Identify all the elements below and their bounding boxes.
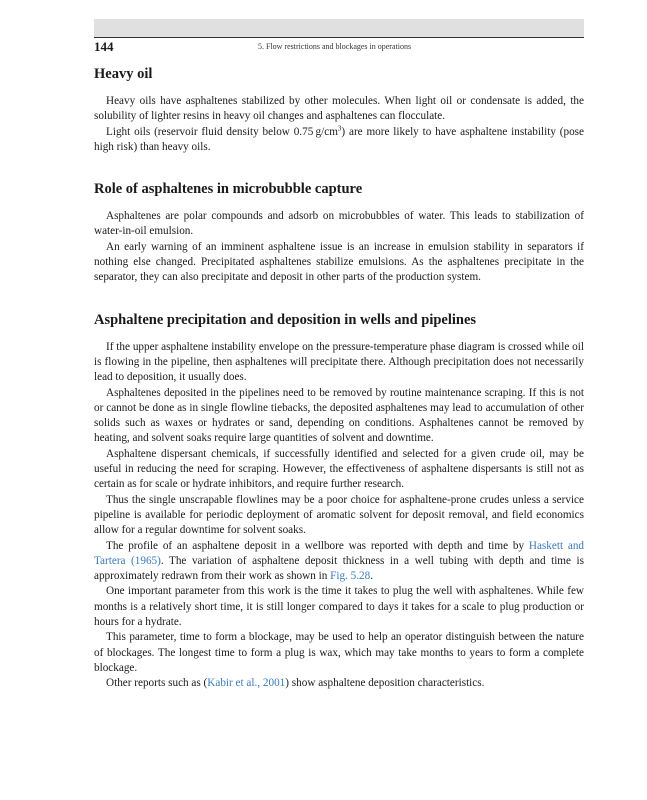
page-body bbox=[94, 64, 584, 692]
precipitation-paragraph-2: Asphaltenes deposited in the pipelines need to be removed by routine maintenance scraping. If this is not or cannot be done as in single flowline tiebacks, the deposited asphaltenes may lead to accumulation of other solids such as waxes or hydrates or sand, depending on conditions. Asphaltenes cannot be removed by heating, and solvent soaks require large quantities of solvent and downtime. bbox=[94, 386, 584, 445]
figure-5-28-link[interactable]: Fig. 5.28 bbox=[330, 570, 371, 583]
p5-text-c: . bbox=[370, 570, 374, 583]
role-paragraph-1: Asphaltenes are polar compounds and adsorb on microbubbles of water. This leads to stabilization of water-in-oil emulsion. bbox=[94, 210, 584, 238]
citation-kabir[interactable]: Kabir et al., 2001 bbox=[207, 677, 286, 690]
p5-text-a: The profile of an asphaltene deposit in a wellbore was reported with depth and time by bbox=[106, 539, 529, 552]
heavy-oil-p2-text-b: ) are more likely to have asphaltene instability (pose high risk) than heavy oils. bbox=[94, 125, 584, 153]
heavy-oil-paragraph-1: Heavy oils have asphaltenes stabilized by other molecules. When light oil or condensate is added, the solubility of lighter resins in heavy oil changes and asphaltenes can flocculate. bbox=[94, 95, 584, 123]
heading-asphaltene-precipitation: Asphaltene precipitation and deposition in wells and pipelines bbox=[94, 311, 477, 328]
precipitation-paragraph-5 bbox=[94, 539, 584, 585]
p5-text-b: . The variation of asphaltene deposit thickness in a well tubing with depth and time is approximately redrawn from their work as shown in bbox=[94, 554, 584, 583]
page-number: 144 bbox=[94, 39, 114, 54]
heading-heavy-oil: Heavy oil bbox=[94, 66, 153, 82]
precipitation-paragraph-7: This parameter, time to form a blockage, may be used to help an operator distinguish between the nature of blockages. The longest time to form a plug is wax, which may take months to years to form a complete blockage. bbox=[94, 631, 584, 674]
precipitation-paragraph-6: One important parameter from this work is the time it takes to plug the well with asphaltenes. While few months is a relatively short time, it is still longer compared to days it takes for a scale to plug production or hours for a hydrate. bbox=[94, 585, 584, 629]
header-band bbox=[94, 19, 584, 37]
role-paragraph-2: An early warning of an imminent asphaltene issue is an increase in emulsion stability in separators if nothing else changed. Precipitated asphaltenes stabilize emulsions. As the asphaltenes precipitate in the separator, they can also precipitate and deposit in other parts of the production system. bbox=[94, 240, 584, 284]
header-rule bbox=[94, 37, 584, 38]
precipitation-paragraph-1: If the upper asphaltene instability envelope on the pressure-temperature phase diagram is crossed while oil is flowing in the pipeline, then asphaltenes will precipitate there. Although precipitation does not necessarily lead to deposition, it usually does. bbox=[94, 340, 584, 384]
running-head: 5. Flow restrictions and blockages in operations bbox=[258, 42, 412, 51]
precipitation-paragraph-4: Thus the single unscrapable flowlines may be a poor choice for asphaltene-prone crudes unless a service pipeline is available for periodic deployment of aromatic solvent for deposit removal, and field economics allow for a regular downtime for solvent soaks. bbox=[94, 493, 584, 537]
citation-haskett-tartera[interactable]: Haskett and Tartera (1965) bbox=[94, 539, 585, 567]
p8-text-b: ) show asphaltene deposition characteristics. bbox=[285, 677, 485, 690]
precipitation-paragraph-8 bbox=[94, 676, 584, 691]
precipitation-paragraph-3: Asphaltene dispersant chemicals, if successfully identified and selected for a given crude oil, may be useful in reducing the need for scraping. However, the effectiveness of asphaltene dispersants is still not as certain as for scale or hydrate inhibitors, and require further research. bbox=[94, 447, 584, 491]
superscript-3: 3 bbox=[337, 123, 342, 132]
heavy-oil-p2-text-a: Light oils (reservoir fluid density below 0.75 g/cm bbox=[106, 125, 338, 138]
p8-text-a: Other reports such as ( bbox=[106, 677, 208, 690]
heading-role-of-asphaltenes: Role of asphaltenes in microbubble capture bbox=[94, 181, 363, 198]
heavy-oil-paragraph-2 bbox=[94, 125, 584, 156]
